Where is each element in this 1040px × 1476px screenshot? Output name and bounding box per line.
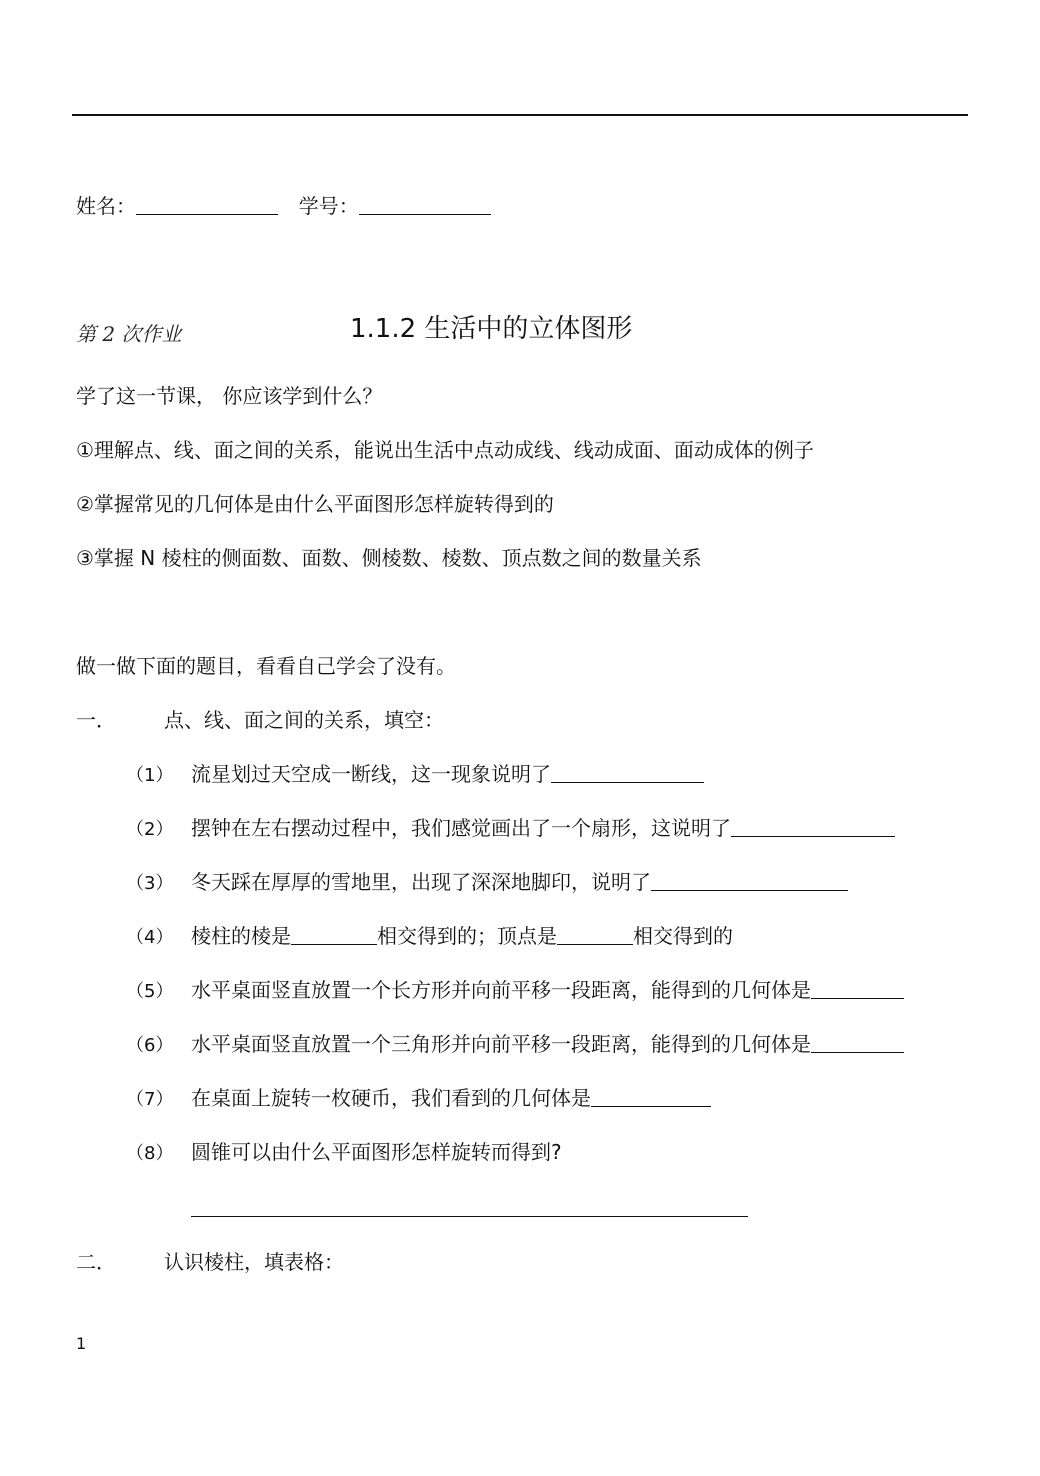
assignment-label: 第 2 次作业 (76, 322, 182, 346)
question-text: 摆钟在左右摆动过程中，我们感觉画出了一个扇形，这说明了 (191, 816, 731, 840)
student-id-label: 学号： (298, 194, 359, 218)
question-3 (191, 870, 848, 894)
question-number: （8） (126, 1143, 174, 1164)
question-2 (191, 816, 895, 840)
section2-number: 二． (76, 1250, 116, 1274)
question-text: 流星划过天空成一断线，这一现象说明了 (191, 762, 551, 786)
section1-number: 一． (76, 708, 116, 732)
page-number: 1 (76, 1334, 87, 1353)
name-row (76, 194, 491, 218)
answer-blank[interactable] (551, 762, 704, 783)
answer-blank[interactable] (731, 816, 895, 837)
question-8: 圆锥可以由什么平面图形怎样旋转而得到? (191, 1140, 562, 1164)
question-text: 在桌面上旋转一枚硬币，我们看到的几何体是 (191, 1086, 591, 1110)
section1-title: 点、线、面之间的关系，填空： (164, 708, 444, 732)
name-blank[interactable] (136, 194, 278, 215)
question-number: （4） (126, 927, 174, 948)
answer-blank[interactable] (291, 924, 377, 945)
question-text: 相交得到的 (633, 924, 733, 948)
objectives-intro: 学了这一节课， 你应该学到什么？ (76, 384, 383, 408)
question-6 (191, 1032, 904, 1056)
answer-blank[interactable] (811, 978, 904, 999)
answer-blank[interactable] (651, 870, 848, 891)
question-text: 水平桌面竖直放置一个三角形并向前平移一段距离，能得到的几何体是 (191, 1032, 811, 1056)
objective-1: ①理解点、线、面之间的关系，能说出生活中点动成线、线动成面、面动成体的例子 (76, 438, 814, 462)
student-id-blank[interactable] (359, 194, 491, 215)
exercise-intro: 做一做下面的题目，看看自己学会了没有。 (76, 654, 456, 678)
question-number: （3） (126, 873, 174, 894)
question-5 (191, 978, 904, 1002)
question-text: 水平桌面竖直放置一个长方形并向前平移一段距离，能得到的几何体是 (191, 978, 811, 1002)
question-number: （5） (126, 981, 174, 1002)
name-label: 姓名： (76, 194, 136, 218)
answer-blank[interactable] (591, 1086, 711, 1107)
question-number: （1） (126, 765, 174, 786)
question-7 (191, 1086, 711, 1110)
header-rule (72, 114, 968, 116)
question-text: 棱柱的棱是 (191, 924, 291, 948)
objective-2: ②掌握常见的几何体是由什么平面图形怎样旋转得到的 (76, 492, 554, 516)
answer-blank[interactable] (557, 924, 633, 945)
question-number: （6） (126, 1035, 174, 1056)
page-title: 1.1.2 生活中的立体图形 (350, 314, 633, 344)
question-text: 相交得到的；顶点是 (377, 924, 557, 948)
question-4 (191, 924, 733, 948)
answer-line-q8[interactable] (191, 1216, 748, 1217)
objective-3: ③掌握 N 棱柱的侧面数、面数、侧棱数、棱数、顶点数之间的数量关系 (76, 546, 702, 570)
section2-title: 认识棱柱，填表格： (164, 1250, 344, 1274)
question-number: （2） (126, 819, 174, 840)
question-text: 冬天踩在厚厚的雪地里，出现了深深地脚印，说明了 (191, 870, 651, 894)
question-1 (191, 762, 704, 786)
answer-blank[interactable] (811, 1032, 904, 1053)
question-number: （7） (126, 1089, 174, 1110)
